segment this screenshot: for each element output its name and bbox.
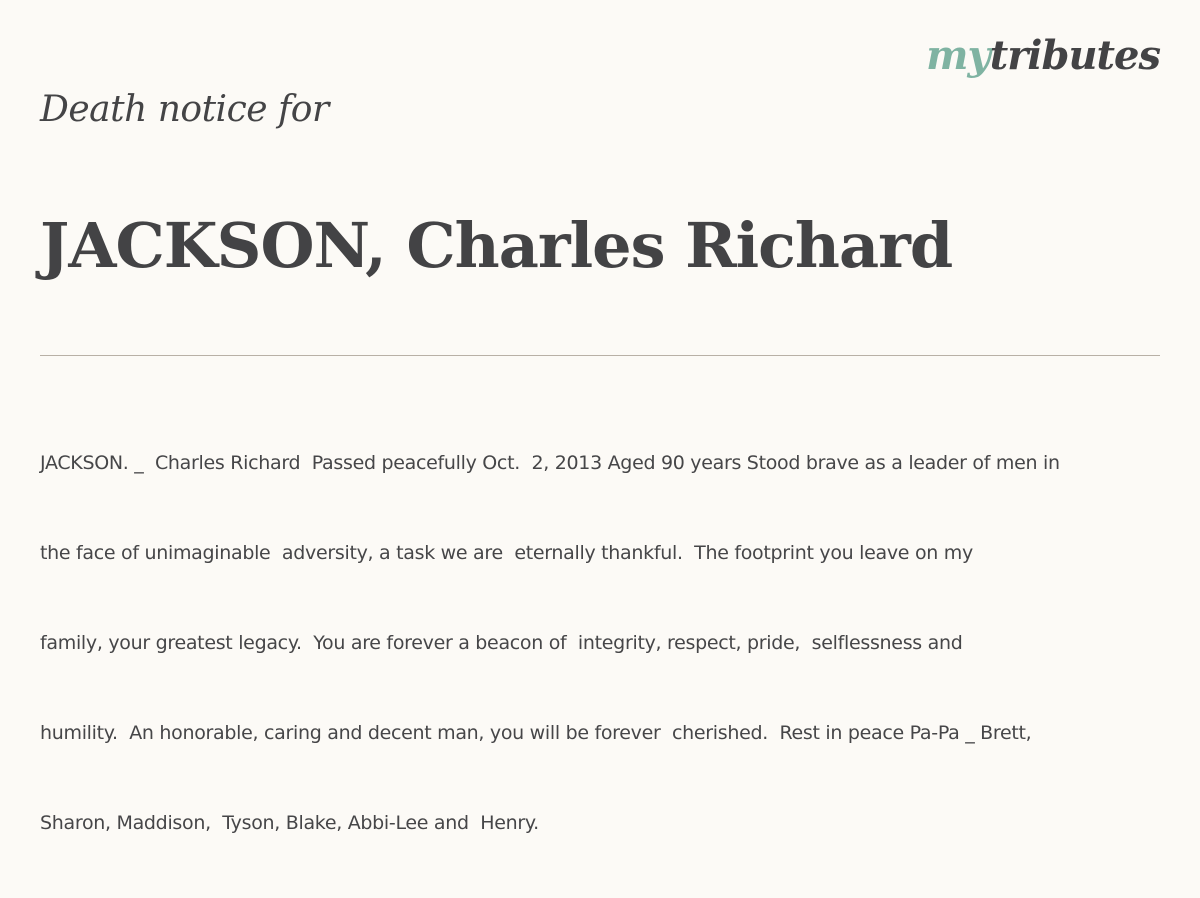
logo-my-text: my bbox=[926, 32, 990, 79]
notice-body-line: the face of unimaginable adversity, a task we are eternally thankful. The footprint you leave on my bbox=[40, 542, 973, 564]
logo-tributes-text: tributes bbox=[989, 32, 1160, 79]
notice-body-line: Sharon, Maddison, Tyson, Blake, Abbi-Lee and Henry. bbox=[40, 812, 539, 834]
notice-body-line: JACKSON. _ Charles Richard Passed peacefully Oct. 2, 2013 Aged 90 years Stood brave as a leader of men in bbox=[40, 452, 1060, 474]
mytributes-logo[interactable] bbox=[926, 32, 1160, 79]
section-divider bbox=[40, 355, 1160, 356]
deceased-name: JACKSON, Charles Richard bbox=[40, 209, 953, 282]
notice-subtitle: Death notice for bbox=[40, 89, 329, 130]
notice-body bbox=[40, 388, 1150, 898]
notice-body-line: humility. An honorable, caring and decent man, you will be forever cherished. Rest in peace Pa-Pa _ Brett, bbox=[40, 722, 1032, 744]
notice-body-line: family, your greatest legacy. You are forever a beacon of integrity, respect, pride, selflessness and bbox=[40, 632, 963, 654]
